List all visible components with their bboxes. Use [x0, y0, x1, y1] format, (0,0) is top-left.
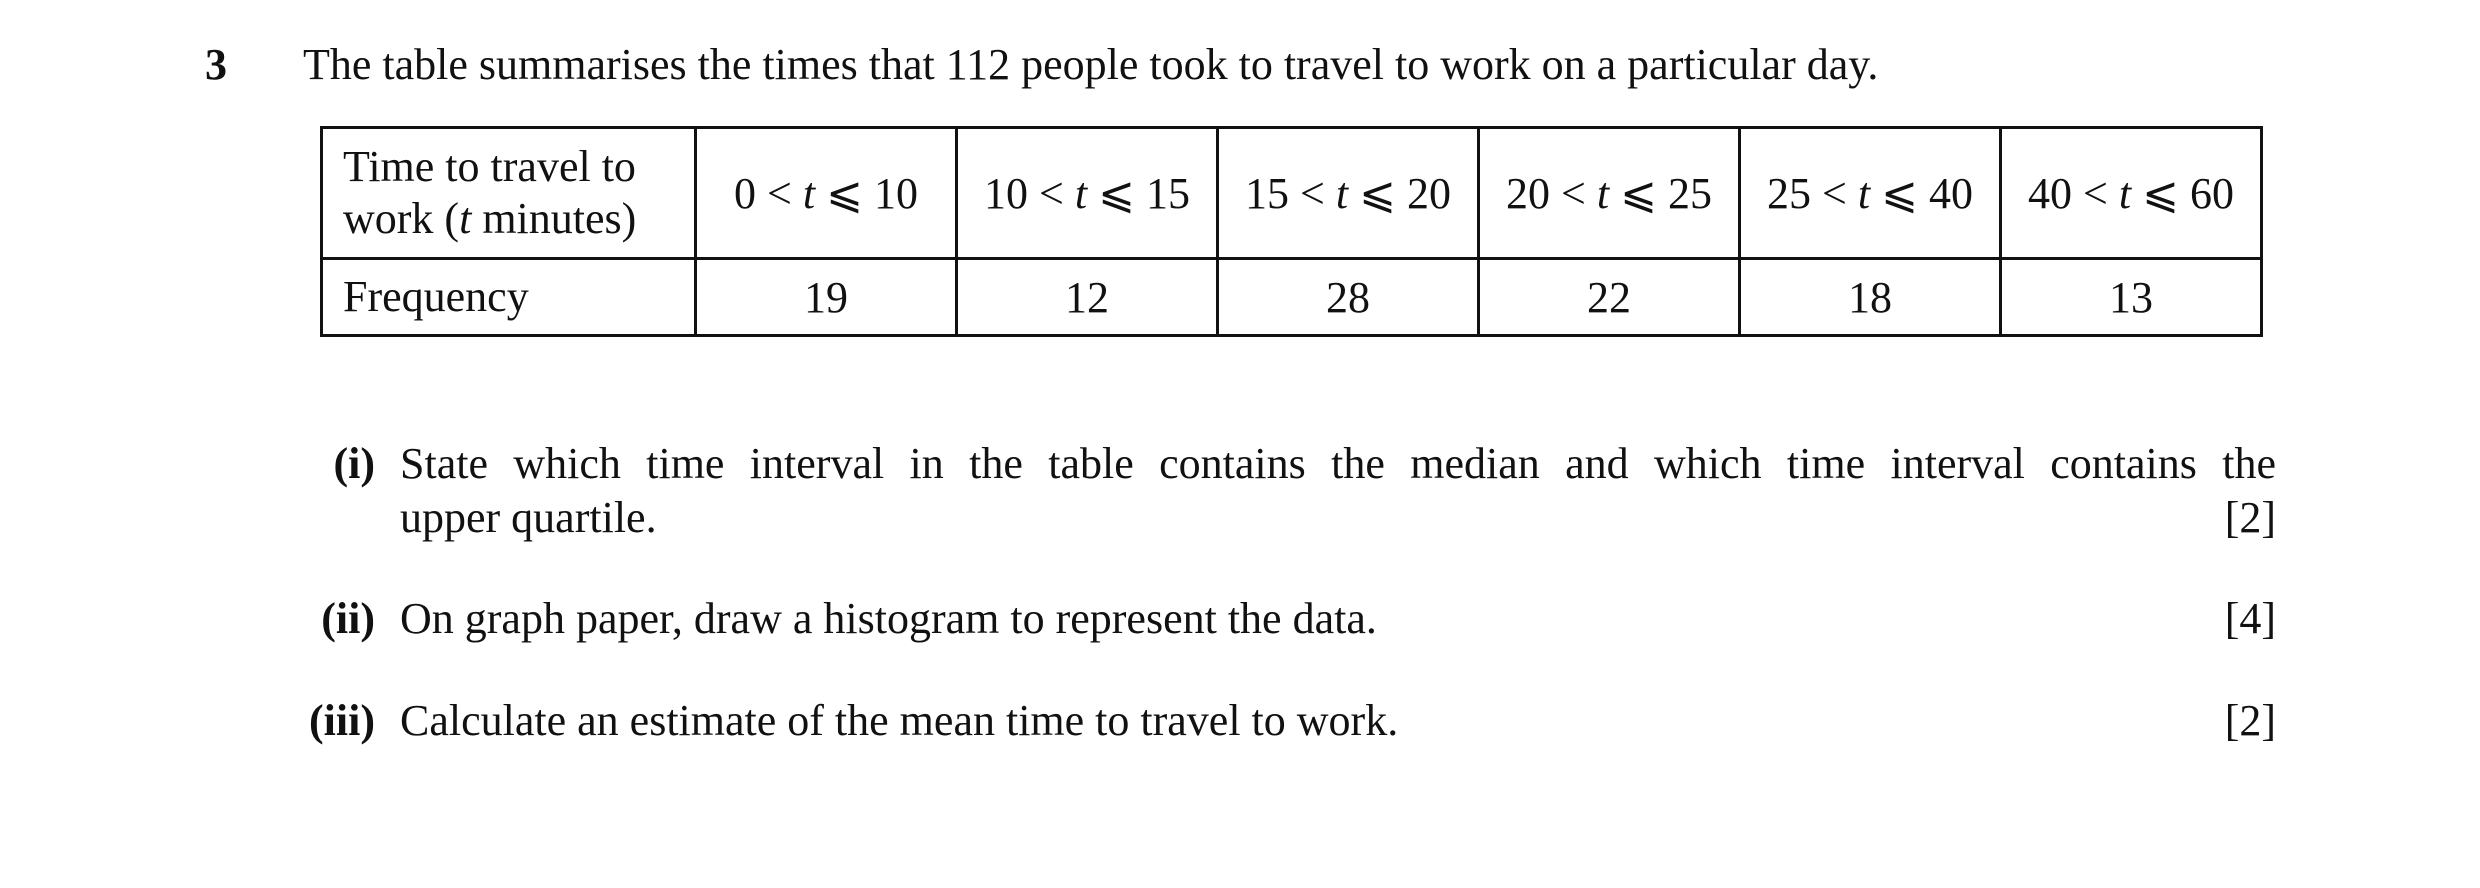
- part-label: (i): [333, 439, 375, 488]
- frequency-value: 22: [1479, 259, 1740, 336]
- time-header-line1: Time to travel to: [343, 142, 636, 191]
- part-marks: [2]: [2224, 493, 2276, 542]
- time-row: [322, 128, 2262, 259]
- time-header-cell: [322, 128, 696, 259]
- part-text-line2: upper quartile.: [400, 493, 657, 542]
- interval-upper: 40: [1928, 168, 1973, 218]
- frequency-row: [322, 259, 2262, 336]
- time-header-line2-post: minutes): [471, 194, 637, 243]
- interval-cell: 40 < t ⩽ 60: [2001, 128, 2262, 259]
- interval-cell: 0 < t ⩽ 10: [696, 128, 957, 259]
- interval-lower: 40: [2028, 168, 2073, 218]
- question-stem: The table summarises the times that 112 people took to travel to work on a particular day.: [303, 40, 1879, 89]
- part-text: On graph paper, draw a histogram to represent the data.: [400, 594, 1377, 643]
- part-text-line1: State which time interval in the table contains the median and which time interval contains the: [400, 439, 2276, 488]
- interval-cell: 10 < t ⩽ 15: [957, 128, 1218, 259]
- part-ii: [0, 592, 2480, 648]
- frequency-table: [320, 126, 2263, 337]
- interval-upper: 15: [1145, 168, 1190, 218]
- interval-lower: 20: [1506, 168, 1551, 218]
- interval-lower: 10: [984, 168, 1029, 218]
- interval-cell: 25 < t ⩽ 40: [1740, 128, 2001, 259]
- part-text: Calculate an estimate of the mean time to travel to work.: [400, 696, 1399, 745]
- interval-cell: 20 < t ⩽ 25: [1479, 128, 1740, 259]
- question-number: 3: [205, 40, 227, 89]
- interval-cell: 15 < t ⩽ 20: [1218, 128, 1479, 259]
- frequency-value: 28: [1218, 259, 1479, 336]
- part-marks: [2]: [2224, 696, 2276, 745]
- interval-upper: 20: [1406, 168, 1451, 218]
- part-label: (ii): [321, 594, 375, 643]
- part-label: (iii): [309, 696, 375, 745]
- interval-lower: 25: [1767, 168, 1812, 218]
- time-variable: t: [459, 194, 472, 243]
- frequency-value: 13: [2001, 259, 2262, 336]
- interval-upper: 25: [1667, 168, 1712, 218]
- interval-lower: 15: [1245, 168, 1290, 218]
- interval-upper: 10: [873, 168, 918, 218]
- frequency-value: 19: [696, 259, 957, 336]
- interval-upper: 60: [2189, 168, 2234, 218]
- part-i: [0, 437, 2480, 547]
- interval-lower: 0: [734, 168, 757, 218]
- frequency-header-cell: Frequency: [322, 259, 696, 336]
- part-marks: [4]: [2224, 594, 2276, 643]
- frequency-value: 18: [1740, 259, 2001, 336]
- frequency-value: 12: [957, 259, 1218, 336]
- time-header-line2-pre: work (: [343, 194, 460, 243]
- part-iii: [0, 694, 2480, 750]
